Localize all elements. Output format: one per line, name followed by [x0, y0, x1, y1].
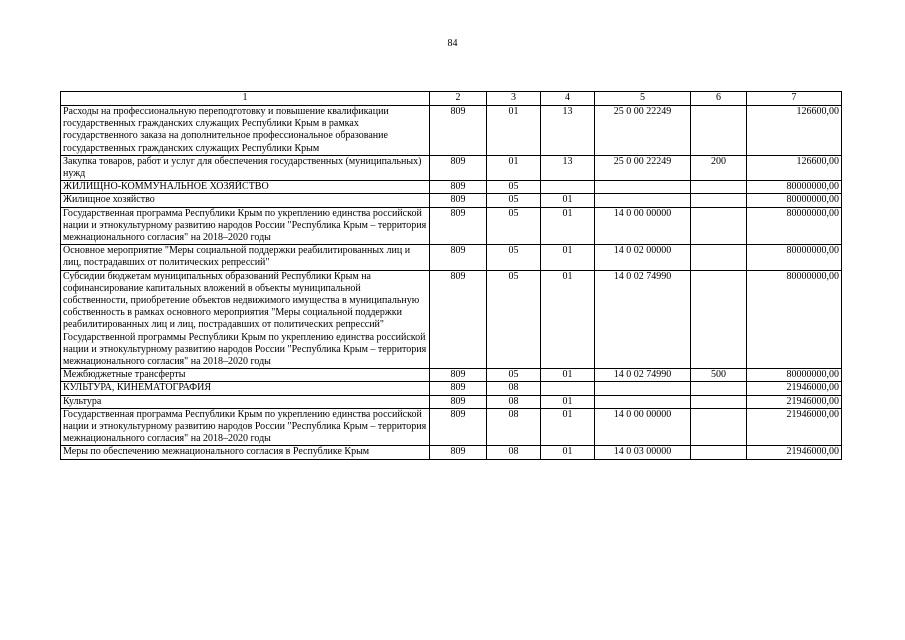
- row-expense-type: [691, 181, 747, 194]
- row-expense-type: [691, 207, 747, 245]
- row-ministry-code: 809: [430, 181, 487, 194]
- row-name: Государственная программа Республики Крым по укреплению единства российской нации и этнокультурному развитию народов России "Республика Крым – территория межнационального согласия" на 2018–2020 годы: [61, 207, 430, 245]
- row-section-code: 05: [487, 270, 541, 369]
- row-target-code: [595, 382, 691, 395]
- row-section-code: 08: [487, 382, 541, 395]
- row-subsection-code: 13: [541, 106, 595, 156]
- row-amount: 21946000,00: [747, 382, 842, 395]
- row-name: КУЛЬТУРА, КИНЕМАТОГРАФИЯ: [61, 382, 430, 395]
- row-section-code: 08: [487, 395, 541, 408]
- row-ministry-code: 809: [430, 382, 487, 395]
- row-subsection-code: 01: [541, 408, 595, 446]
- row-target-code: 14 0 02 00000: [595, 245, 691, 270]
- row-name: Меры по обеспечению межнационального согласия в Республике Крым: [61, 446, 430, 459]
- row-ministry-code: 809: [430, 207, 487, 245]
- row-section-code: 01: [487, 106, 541, 156]
- row-target-code: 14 0 03 00000: [595, 446, 691, 459]
- row-target-code: 14 0 02 74990: [595, 270, 691, 369]
- row-subsection-code: 13: [541, 155, 595, 180]
- row-section-code: 08: [487, 446, 541, 459]
- row-expense-type: [691, 408, 747, 446]
- row-subsection-code: 01: [541, 207, 595, 245]
- row-subsection-code: 01: [541, 245, 595, 270]
- row-ministry-code: 809: [430, 245, 487, 270]
- row-name: Межбюджетные трансферты: [61, 369, 430, 382]
- row-section-code: 05: [487, 194, 541, 207]
- row-target-code: 25 0 00 22249: [595, 106, 691, 156]
- row-expense-type: [691, 382, 747, 395]
- column-header: 2: [430, 92, 487, 106]
- row-ministry-code: 809: [430, 155, 487, 180]
- table-row: [61, 106, 842, 156]
- row-target-code: [595, 194, 691, 207]
- row-expense-type: 500: [691, 369, 747, 382]
- row-amount: 126600,00: [747, 155, 842, 180]
- row-ministry-code: 809: [430, 106, 487, 156]
- row-amount: 80000000,00: [747, 270, 842, 369]
- row-name: Основное мероприятие "Меры социальной поддержки реабилитированных лиц и лиц, пострадавших от политических репрессий": [61, 245, 430, 270]
- row-ministry-code: 809: [430, 369, 487, 382]
- table-row: [61, 446, 842, 459]
- page-number: 84: [447, 38, 458, 49]
- row-target-code: 25 0 00 22249: [595, 155, 691, 180]
- row-name: Культура: [61, 395, 430, 408]
- row-section-code: 05: [487, 245, 541, 270]
- row-target-code: [595, 181, 691, 194]
- row-name: Расходы на профессиональную переподготовку и повышение квалификации государственных гражданских служащих Республики Крым в рамках государственного заказа на дополнительное профессиональное образование государственных гражданских служащих Республики Крым: [61, 106, 430, 156]
- table-row: [61, 382, 842, 395]
- row-subsection-code: 01: [541, 446, 595, 459]
- column-header: 3: [487, 92, 541, 106]
- row-ministry-code: 809: [430, 446, 487, 459]
- column-header: 4: [541, 92, 595, 106]
- row-ministry-code: 809: [430, 395, 487, 408]
- row-amount: 80000000,00: [747, 369, 842, 382]
- row-section-code: 05: [487, 181, 541, 194]
- row-subsection-code: [541, 181, 595, 194]
- column-header: 6: [691, 92, 747, 106]
- column-header: 5: [595, 92, 691, 106]
- row-amount: 126600,00: [747, 106, 842, 156]
- table-row: [61, 181, 842, 194]
- row-target-code: [595, 395, 691, 408]
- row-subsection-code: 01: [541, 395, 595, 408]
- row-section-code: 05: [487, 207, 541, 245]
- table-row: [61, 194, 842, 207]
- row-subsection-code: [541, 382, 595, 395]
- row-expense-type: [691, 446, 747, 459]
- table-row: [61, 369, 842, 382]
- row-amount: 21946000,00: [747, 446, 842, 459]
- column-header: 7: [747, 92, 842, 106]
- row-amount: 21946000,00: [747, 395, 842, 408]
- table-row: [61, 207, 842, 245]
- row-subsection-code: 01: [541, 270, 595, 369]
- row-expense-type: [691, 270, 747, 369]
- row-target-code: 14 0 00 00000: [595, 408, 691, 446]
- column-number-row: [61, 92, 842, 106]
- row-expense-type: 200: [691, 155, 747, 180]
- row-expense-type: [691, 194, 747, 207]
- row-name: Закупка товаров, работ и услуг для обеспечения государственных (муниципальных) нужд: [61, 155, 430, 180]
- table-row: [61, 408, 842, 446]
- row-section-code: 08: [487, 408, 541, 446]
- row-amount: 80000000,00: [747, 194, 842, 207]
- row-ministry-code: 809: [430, 270, 487, 369]
- row-amount: 80000000,00: [747, 181, 842, 194]
- table-row: [61, 270, 842, 369]
- row-expense-type: [691, 395, 747, 408]
- row-section-code: 05: [487, 369, 541, 382]
- row-expense-type: [691, 106, 747, 156]
- row-ministry-code: 809: [430, 408, 487, 446]
- row-section-code: 01: [487, 155, 541, 180]
- table-row: [61, 245, 842, 270]
- row-subsection-code: 01: [541, 194, 595, 207]
- row-name: Жилищное хозяйство: [61, 194, 430, 207]
- row-name: Субсидии бюджетам муниципальных образований Республики Крым на софинансирование капитальных вложений в объекты муниципальной собственности, приобретение объектов недвижимого имущества в муниципальную собственность в рамках основного мероприятия "Меры социальной поддержки реабилитированных лиц и лиц, пострадавших от политических репрессий" Государственной программы Республики Крым по укреплению единства российской нации и этнокультурному развитию народов России "Республика Крым – территория межнационального согласия" на 2018–2020 годы: [61, 270, 430, 369]
- row-name: ЖИЛИЩНО-КОММУНАЛЬНОЕ ХОЗЯЙСТВО: [61, 181, 430, 194]
- row-ministry-code: 809: [430, 194, 487, 207]
- table-row: [61, 395, 842, 408]
- row-amount: 80000000,00: [747, 245, 842, 270]
- row-subsection-code: 01: [541, 369, 595, 382]
- column-header: 1: [61, 92, 430, 106]
- row-target-code: 14 0 00 00000: [595, 207, 691, 245]
- row-target-code: 14 0 02 74990: [595, 369, 691, 382]
- table-row: [61, 155, 842, 180]
- budget-table: [60, 91, 842, 460]
- row-amount: 21946000,00: [747, 408, 842, 446]
- row-expense-type: [691, 245, 747, 270]
- row-name: Государственная программа Республики Крым по укреплению единства российской нации и этнокультурному развитию народов России "Республика Крым – территория межнационального согласия" на 2018–2020 годы: [61, 408, 430, 446]
- row-amount: 80000000,00: [747, 207, 842, 245]
